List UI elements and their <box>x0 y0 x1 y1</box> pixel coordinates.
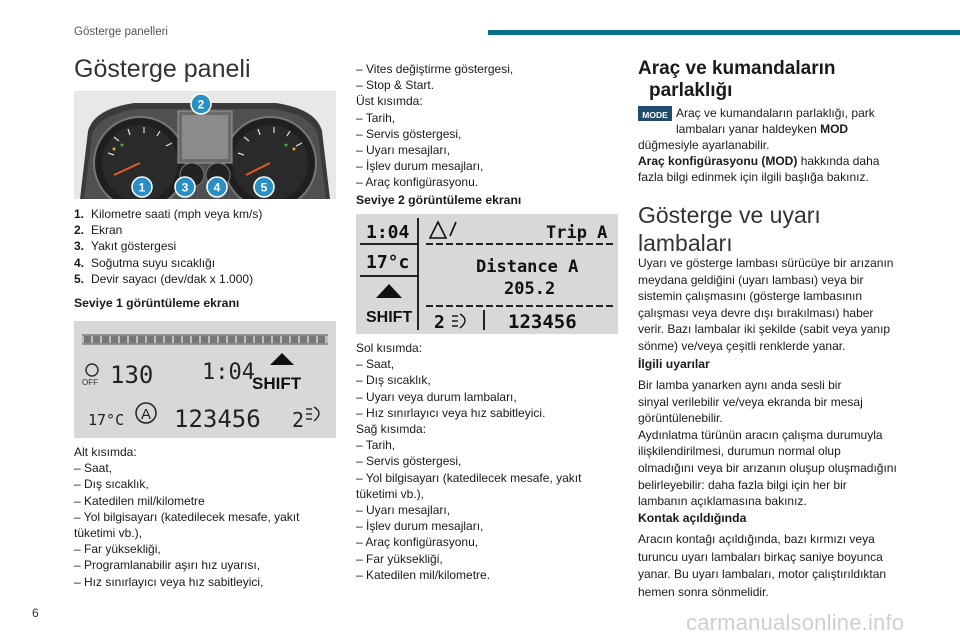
list-item: – Far yüksekliği, <box>356 551 443 566</box>
list-item: – Katedilen mil/kilometre. <box>356 567 491 582</box>
page-title: Gösterge paneli <box>74 55 251 83</box>
warning-lamps-title <box>638 201 821 257</box>
text-line: sistemin çalışmasını (gösterge lambasının <box>638 289 863 304</box>
svg-text:4: 4 <box>213 180 221 195</box>
brightness-text-top <box>676 105 875 137</box>
list-item: tüketimi vb.), <box>356 486 425 501</box>
text-line: görüntülenebilir. <box>638 411 723 426</box>
svg-text:A: A <box>140 406 152 423</box>
text-line: lambanın açıklamasına bakınız. <box>638 494 807 509</box>
text-line: Bir lamba yanarken aynı anda sesli bir <box>638 378 842 392</box>
svg-text:5: 5 <box>260 180 268 195</box>
text-line: sinyal verilebilir ve/veya ekranda bir mesaj <box>638 394 863 409</box>
list-item: – Yol bilgisayarı (katedilecek mesafe, yakıt <box>356 470 582 485</box>
text-line: olmadığını veya bir arızanın oluşup oluşmadığını <box>638 460 897 475</box>
svg-text:1: 1 <box>138 180 146 195</box>
callout-layer <box>74 91 336 199</box>
header-accent-bar <box>488 30 960 35</box>
list-item: – Dış sıcaklık, <box>356 373 431 388</box>
list-item: – Uyarı mesajları, <box>356 503 451 518</box>
related-warnings-text <box>638 377 897 510</box>
svg-text:2: 2 <box>197 97 205 112</box>
text-line: Aydınlatma türünün aracın çalışma durumuyla <box>638 427 883 442</box>
text-line: Araç konfigürasyonu (MOD) hakkında daha <box>638 154 880 169</box>
list-item: Üst kısımda: <box>356 94 423 109</box>
list-item: – Tarih, <box>356 110 396 125</box>
text-line: belirleyebilir: daha fazla bilgi için her bir <box>638 477 847 492</box>
level2-lcd-drawing <box>356 214 618 334</box>
svg-text:SHIFT: SHIFT <box>252 374 302 393</box>
title-line: Gösterge ve uyarı <box>638 202 821 228</box>
legend-item: 3. Yakıt göstergesi <box>74 239 177 254</box>
list-item: – Uyarı mesajları, <box>356 143 451 158</box>
text-line: çalışması veya devre dışı bırakılması) haber <box>638 305 874 320</box>
list-item: – Dış sıcaklık, <box>74 477 149 492</box>
callout-5 <box>254 177 274 197</box>
legend-item: 2. Ekran <box>74 223 123 238</box>
text-line: hemen sonra sönmelidir. <box>638 584 769 599</box>
list-item: – Saat, <box>356 357 395 372</box>
list-item: Sağ kısımda: <box>356 422 427 437</box>
svg-text:17°C: 17°C <box>88 411 125 429</box>
text-line: lambaları yanar haldeyken MOD <box>676 122 849 137</box>
svg-text:2: 2 <box>434 312 445 333</box>
legend-item: 5. Devir sayacı (dev/dak x 1.000) <box>74 271 254 286</box>
level1-heading: Seviye 1 görüntüleme ekranı <box>74 296 240 310</box>
list-item: – Programlanabilir aşırı hız uyarısı, <box>74 558 261 573</box>
list-item: – Tarih, <box>356 438 396 453</box>
list-item: – Yol bilgisayarı (katedilecek mesafe, yakıt <box>74 509 300 524</box>
list-item: – Katedilen mil/kilometre <box>74 493 205 508</box>
text-line: Araç ve kumandaların parlaklığı, park <box>676 106 875 120</box>
list-item: – Araç konfigürasyonu. <box>356 175 479 190</box>
instrument-cluster-image <box>74 91 336 199</box>
section-header: Gösterge panelleri <box>74 26 168 38</box>
text-line: yanar. Bu uyarı lambaları, motor çalıştırıldıktan <box>638 567 887 582</box>
svg-text:3: 3 <box>181 180 189 195</box>
list-item: tüketimi vb.), <box>74 526 143 541</box>
related-warnings-heading: İlgili uyarılar <box>638 357 710 371</box>
list-item: – Stop & Start. <box>356 78 435 93</box>
svg-text:Distance A: Distance A <box>476 257 579 277</box>
ignition-heading: Kontak açıldığında <box>638 511 747 525</box>
svg-text:1:04: 1:04 <box>366 222 410 243</box>
list-item: – Hız sınırlayıcı veya hız sabitleyici. <box>356 405 546 420</box>
title-line: lambaları <box>638 230 733 256</box>
brightness-text-bottom <box>638 137 879 186</box>
text-line: fazla bilgi edinmek için ilgili başlığa bakınız. <box>638 170 869 185</box>
text-line: turuncu uyarı lambaları birkaç saniye boyunca <box>638 549 883 564</box>
brightness-title <box>638 58 835 102</box>
cluster-legend <box>74 206 262 287</box>
svg-text:1:04: 1:04 <box>202 360 255 385</box>
legend-item: 1. Kilometre saati (mph veya km/s) <box>74 207 263 221</box>
title-line: parlaklığı <box>649 80 733 101</box>
svg-text:205.2: 205.2 <box>504 279 556 299</box>
svg-text:Trip A: Trip A <box>546 223 608 243</box>
mode-button-icon: MODE <box>638 106 672 124</box>
svg-text:123456: 123456 <box>174 405 261 433</box>
list-item: – Uyarı veya durum lambaları, <box>356 389 517 404</box>
callout-3 <box>175 177 195 197</box>
svg-text:17°c: 17°c <box>366 252 410 273</box>
list-item: – Araç konfigürasyonu, <box>356 535 479 550</box>
level1-lcd-drawing <box>74 321 336 438</box>
text-line: sönme) ve/veya çeşitli renklerde yanar. <box>638 338 846 353</box>
svg-text:2: 2 <box>292 408 305 432</box>
level2-heading: Seviye 2 görüntüleme ekranı <box>356 193 522 207</box>
callout-2 <box>191 94 211 114</box>
title-line: Araç ve kumandaların <box>638 58 836 79</box>
svg-text:130: 130 <box>110 361 154 389</box>
level2-display-image <box>356 214 618 334</box>
list-item: – İşlev durum mesajları, <box>356 159 484 174</box>
list-item: – Saat, <box>74 461 113 476</box>
page-number: 6 <box>32 606 39 620</box>
legend-item: 4. Soğutma suyu sıcaklığı <box>74 255 216 270</box>
list-item: – İşlev durum mesajları, <box>356 519 484 534</box>
callout-4 <box>207 177 227 197</box>
text-line: Aracın kontağı açıldığında, bazı kırmızı veya <box>638 532 875 546</box>
ignition-text <box>638 531 886 601</box>
list-item: – Vites değiştirme göstergesi, <box>356 62 514 76</box>
level1-bottom-list <box>74 444 299 590</box>
text-line: Uyarı ve gösterge lambası sürücüye bir arızanın <box>638 256 894 270</box>
watermark: carmanualsonline.info <box>686 610 905 635</box>
list-item: Alt kısımda: <box>74 445 137 459</box>
text-line: meydana geldiğini (uyarı lambası) veya bir <box>638 272 864 287</box>
callout-1 <box>132 177 152 197</box>
text-line: ilişkilendirilmesi, durumun normal olup <box>638 444 841 459</box>
list-item: – Far yüksekliği, <box>74 542 161 557</box>
level1-top-list <box>356 61 513 191</box>
list-item: – Hız sınırlayıcı veya hız sabitleyici, <box>74 574 264 589</box>
svg-text:OFF: OFF <box>82 378 98 387</box>
list-item: Sol kısımda: <box>356 341 423 355</box>
text-line: düğmesiyle ayarlanabilir. <box>638 138 770 152</box>
list-item: – Servis göstergesi, <box>356 454 462 469</box>
svg-text:SHIFT: SHIFT <box>366 309 413 326</box>
warning-lamps-text <box>638 255 893 355</box>
list-item: – Servis göstergesi, <box>356 126 462 141</box>
svg-text:123456: 123456 <box>508 311 577 333</box>
level1-display-image <box>74 321 336 438</box>
text-line: verir. Bazı lambalar iki şekilde (sabit veya yanıp <box>638 322 891 337</box>
level2-list <box>356 340 581 583</box>
